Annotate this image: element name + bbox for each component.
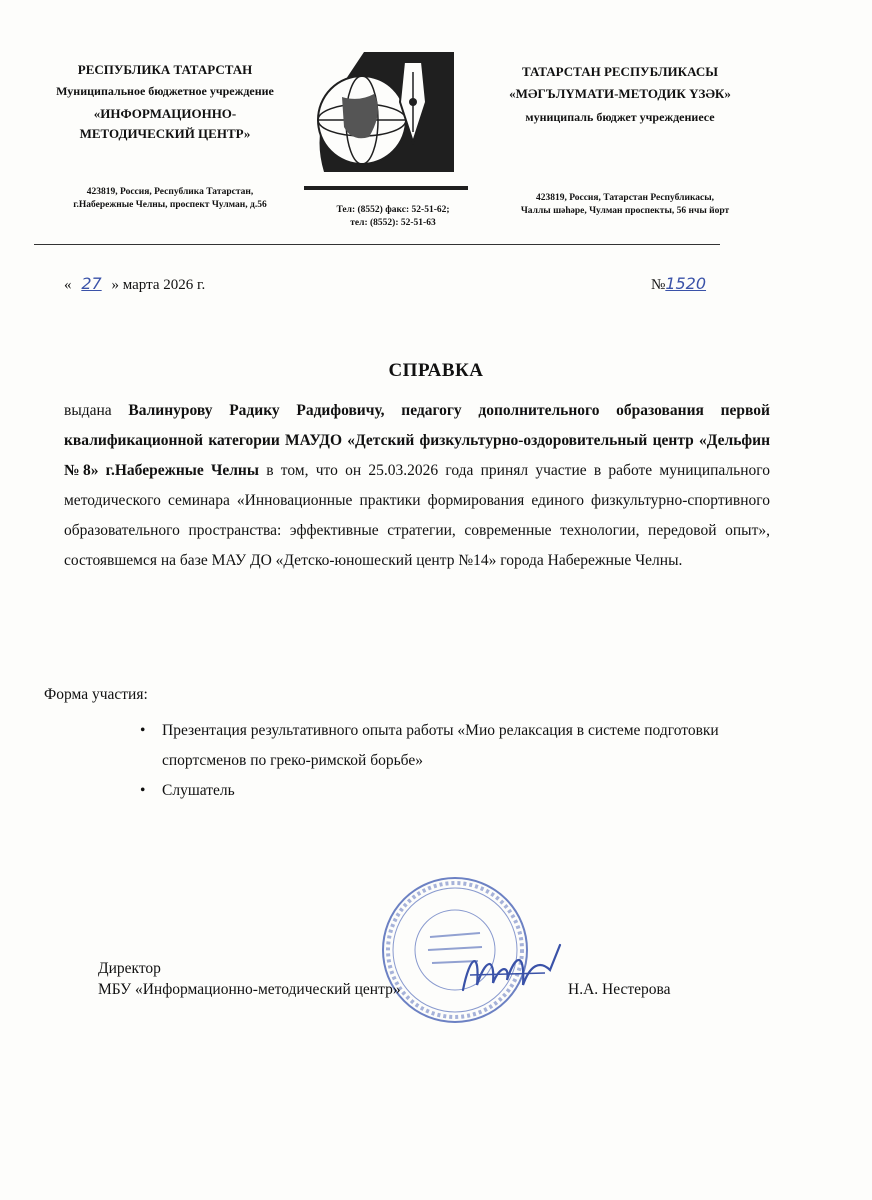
number-value: 1520 <box>665 274 707 293</box>
center-name-2: МЕТОДИЧЕСКИЙ ЦЕНТР» <box>79 126 251 141</box>
phone-line1: Тел: (8552) факс: 52-51-62; <box>336 205 450 215</box>
participation-label: Форма участия: <box>44 686 148 703</box>
phone-line2: тел: (8552): 52-51-63 <box>350 218 436 228</box>
address-left <box>30 186 310 212</box>
organization-logo <box>304 42 468 192</box>
date-open-quote: « <box>64 277 72 293</box>
header-left <box>20 60 310 144</box>
participation-list <box>136 716 736 806</box>
body-text: в том, что он 25.03.2026 года принял участие в работе муниципального методического семинара «Инновационные практики формирования единого физкультурно-спортивного образовательного пространства: эффективные стратегии, современные технологии, передовой опыт», состоявшемся на базе МАУ ДО «Детско-юношеский центр №14» города Набережные Челны. <box>64 462 771 569</box>
director-signature <box>455 935 565 1005</box>
date-month-year: марта 2026 г. <box>122 277 206 293</box>
header-divider <box>34 244 720 245</box>
date-day: 27 <box>81 274 102 293</box>
header-right <box>470 62 770 126</box>
date-close-quote: » <box>111 277 119 293</box>
institution-type-tat: муниципаль бюджет учреждениесе <box>525 110 715 124</box>
list-item: • Слушатель <box>136 776 736 806</box>
address-right-line1: 423819, Россия, Татарстан Республикасы, <box>535 193 715 203</box>
document-title: СПРАВКА <box>388 360 484 381</box>
body-intro: выдана <box>64 402 129 419</box>
center-name-1: «ИНФОРМАЦИОННО- <box>93 106 237 121</box>
list-item: • Презентация результативного опыта работы «Мио релаксация в системе подготовки спортсменов по греко-римской борьбе» <box>136 716 736 776</box>
number-label: № <box>651 277 666 293</box>
republic-title: РЕСПУБЛИКА ТАТАРСТАН <box>77 62 253 77</box>
contact-phones <box>318 204 468 230</box>
address-right-line2: Чаллы шәһәре, Чулман проспекты, 56 нчы йорт <box>520 206 730 216</box>
institution-type: Муниципальное бюджетное учреждение <box>56 84 274 98</box>
address-left-line1: 423819, Россия, Республика Татарстан, <box>86 187 254 197</box>
document-number <box>651 274 706 294</box>
document-date <box>64 274 205 294</box>
signature-org: МБУ «Информационно-методический центр» <box>98 981 401 998</box>
center-name-tat: «МӘГЪЛҮМАТИ-МЕТОДИК ҮЗӘК» <box>509 86 731 101</box>
address-left-line2: г.Набережные Челны, проспект Чулман, д.56 <box>73 200 267 210</box>
signature-name: Н.А. Нестерова <box>568 981 671 998</box>
signature-role: Директор <box>98 960 161 977</box>
certificate-body <box>64 396 770 576</box>
recipient-details: Валинурову Радику Радифовичу, педагогу дополнительного образования первой квалификационной категории МАУДО «Детский физкультурно-оздоровительный центр «Дельфин №8» г.Набережные Челны <box>64 402 770 479</box>
address-right <box>490 192 760 218</box>
republic-title-tat: ТАТАРСТАН РЕСПУБЛИКАСЫ <box>522 64 718 79</box>
